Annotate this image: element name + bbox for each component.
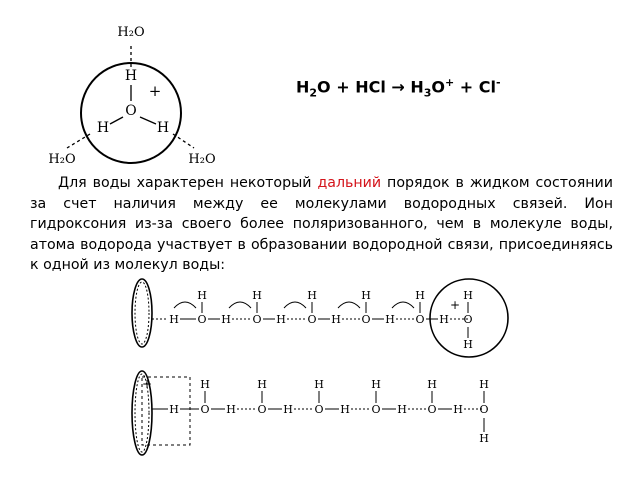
chain-2-atoms bbox=[142, 377, 489, 445]
chain-1-charge-plus: + bbox=[449, 298, 461, 312]
chain-2-atom-H: H bbox=[169, 403, 179, 416]
eq-sub-1: 2 bbox=[309, 86, 318, 100]
chain-2-atom-H: H bbox=[200, 378, 210, 391]
chain-1-atom-H: H bbox=[197, 289, 207, 302]
chain-2-atom-H: H bbox=[453, 403, 463, 416]
paragraph-text-1: Для воды характерен некоторый bbox=[58, 175, 318, 191]
chain-1-atom-O: O bbox=[197, 313, 207, 326]
chain-1-atom-H: H bbox=[252, 289, 262, 302]
chain-1-hydronium-O: O bbox=[463, 313, 473, 326]
eq-sup-4: - bbox=[496, 76, 501, 89]
hydronium-ion bbox=[48, 25, 215, 167]
chain-1-atom-H: H bbox=[361, 289, 371, 302]
chain-1-hydronium-H: H bbox=[463, 289, 473, 302]
bond-O-H-right bbox=[140, 117, 156, 124]
chain-2-atom-H: H bbox=[479, 378, 489, 391]
atom-H-top: H bbox=[124, 68, 138, 84]
atom-H-left: H bbox=[96, 120, 110, 136]
chain-1-atom-H: H bbox=[307, 289, 317, 302]
chain-2 bbox=[132, 371, 489, 455]
chain-2-atom-O: O bbox=[479, 403, 489, 416]
chain-2-atom-O: O bbox=[371, 403, 381, 416]
chain-1-atom-O: O bbox=[361, 313, 371, 326]
water-right-label: H₂O bbox=[188, 152, 216, 167]
chain-1-atom-H: H bbox=[385, 313, 395, 326]
chain-1 bbox=[132, 279, 508, 357]
water-left-label: H₂O bbox=[48, 152, 76, 167]
eq-sub-2: 3 bbox=[423, 86, 432, 100]
chain-2-atom-H: H bbox=[427, 378, 437, 391]
chain-1-arc bbox=[174, 302, 196, 308]
chain-2-atom-O: O bbox=[427, 403, 437, 416]
chain-2-atom-O: O bbox=[257, 403, 267, 416]
chain-2-atom-O: O bbox=[200, 403, 210, 416]
chain-2-atom-H: H bbox=[397, 403, 407, 416]
chain-2-atom-H: H bbox=[371, 378, 381, 391]
atom-O-center: O bbox=[125, 103, 137, 119]
eq-sup-3: + bbox=[445, 76, 455, 89]
reaction-equation bbox=[296, 76, 501, 100]
eq-part-4: + Cl bbox=[454, 77, 497, 97]
charge-plus: + bbox=[148, 82, 162, 100]
chain-1-arc bbox=[392, 302, 414, 308]
paragraph-text-2: порядок в жидком состоянии за счет наличия между ее молекулами водородных связей. Ион гидроксония из-за своего более поляризованного, чем в молекуле воды, атома водорода участвует в образовании водородной связи, присоединяясь к одной из молекул воды: bbox=[30, 175, 613, 273]
paragraph-highlight: дальний bbox=[317, 175, 382, 191]
chain-1-arc bbox=[338, 302, 360, 308]
chain-1-atom-H: H bbox=[169, 313, 179, 326]
chain-1-atom-H: H bbox=[221, 313, 231, 326]
chain-2-atom-H: H bbox=[340, 403, 350, 416]
chain-1-arc bbox=[284, 302, 306, 308]
chain-2-charge-plus: + bbox=[141, 377, 153, 391]
eq-part-1: H bbox=[296, 77, 310, 97]
atom-H-right: H bbox=[156, 120, 170, 136]
chain-1-atom-O: O bbox=[415, 313, 425, 326]
chain-2-atom-H: H bbox=[257, 378, 267, 391]
chain-2-atom-H: H bbox=[479, 432, 489, 445]
chain-1-atoms bbox=[152, 289, 473, 351]
chain-1-atom-H: H bbox=[276, 313, 286, 326]
chain-2-atom-H: H bbox=[226, 403, 236, 416]
water-top-label: H₂O bbox=[117, 25, 145, 40]
chain-2-atom-H: H bbox=[283, 403, 293, 416]
chain-1-atom-H: H bbox=[415, 289, 425, 302]
chain-2-atom-H: H bbox=[314, 378, 324, 391]
description-paragraph bbox=[30, 173, 613, 276]
chain-1-atom-O: O bbox=[252, 313, 262, 326]
chain-1-hydronium-H: H bbox=[463, 338, 473, 351]
bond-O-H-left bbox=[110, 117, 123, 124]
chain-1-atom-O: O bbox=[307, 313, 317, 326]
chain-1-atom-H: H bbox=[439, 313, 449, 326]
eq-part-3: O bbox=[431, 77, 446, 97]
chain-1-arc bbox=[229, 302, 251, 308]
eq-part-2: O + HCl → H bbox=[317, 77, 424, 97]
chain-2-atom-O: O bbox=[314, 403, 324, 416]
chain-1-atom-H: H bbox=[331, 313, 341, 326]
